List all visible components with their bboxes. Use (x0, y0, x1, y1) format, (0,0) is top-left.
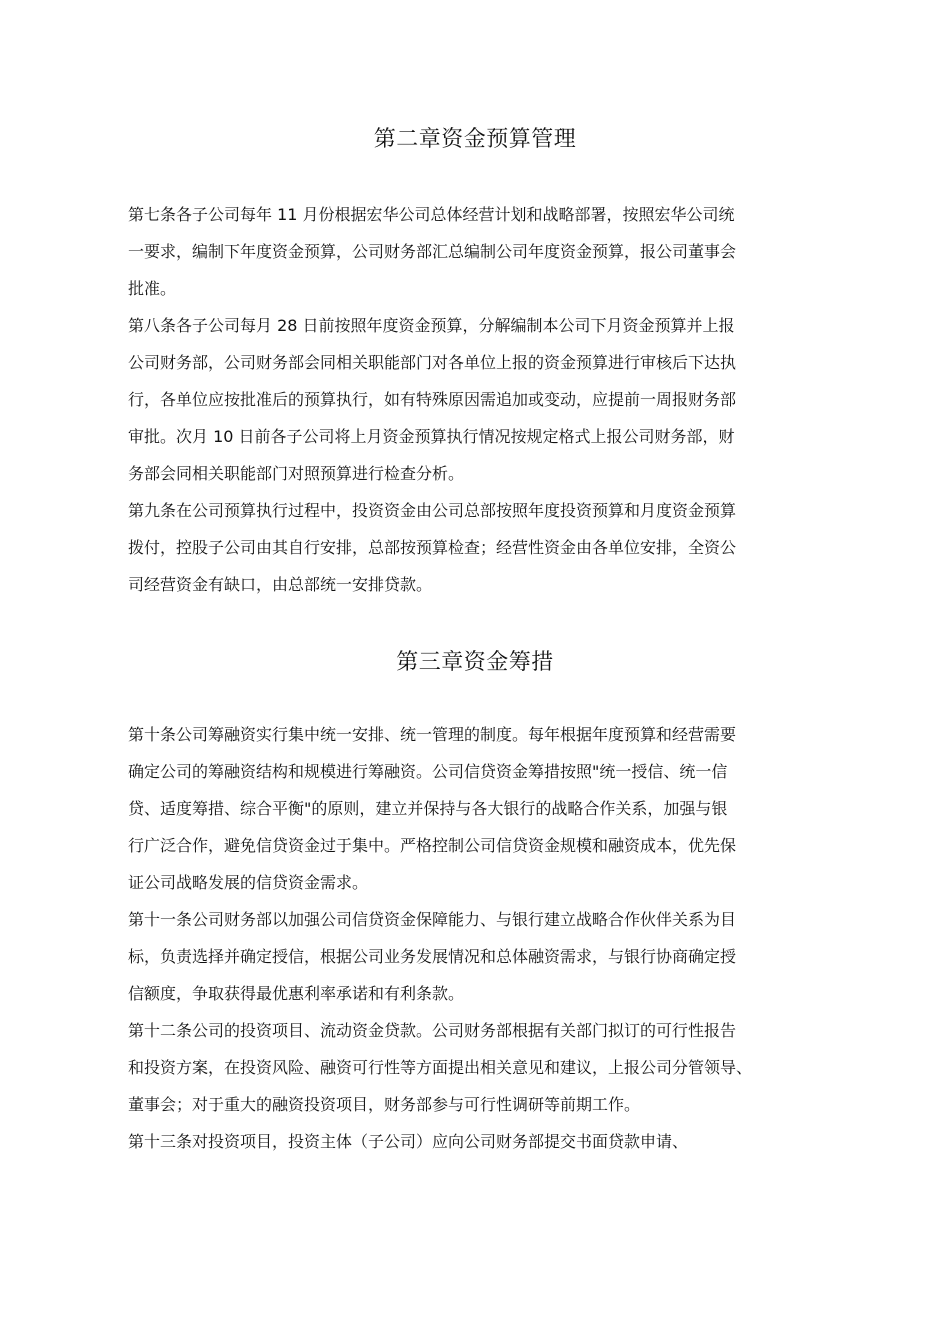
chapter-2-line: 行，各单位应按批准后的预算执行，如有特殊原因需追加或变动，应提前一周报财务部 (128, 390, 737, 409)
chapter-3-line: 董事会；对于重大的融资投资项目，财务部参与可行性调研等前期工作。 (128, 1095, 641, 1114)
chapter-2-line: 公司财务部，公司财务部会同相关职能部门对各单位上报的资金预算进行审核后下达执 (128, 353, 737, 372)
chapter-2-line: 审批。次月 10 日前各子公司将上月资金预算执行情况按规定格式上报公司财务部，财 (128, 427, 735, 446)
chapter-3-title: 第三章资金筹措 (396, 650, 554, 675)
chapter-3-line: 证公司战略发展的信贷资金需求。 (128, 873, 369, 892)
chapter-2-line: 批准。 (128, 279, 177, 298)
chapter-3-line: 贷、适度筹措、综合平衡"的原则，建立并保持与各大银行的战略合作关系，加强与银 (128, 799, 728, 818)
chapter-3-line: 第十一条公司财务部以加强公司信贷资金保障能力、与银行建立战略合作伙伴关系为目 (128, 910, 737, 929)
chapter-2-line: 司经营资金有缺口，由总部统一安排贷款。 (128, 575, 433, 594)
chapter-3-line: 标，负责选择并确定授信，根据公司业务发展情况和总体融资需求，与银行协商确定授 (128, 947, 737, 966)
chapter-2-line: 第九条在公司预算执行过程中，投资资金由公司总部按照年度投资预算和月度资金预算 (128, 501, 737, 520)
chapter-3-line: 信额度，争取获得最优惠利率承诺和有利条款。 (128, 984, 465, 1003)
chapter-3-line: 第十二条公司的投资项目、流动资金贷款。公司财务部根据有关部门拟订的可行性报告 (128, 1021, 737, 1040)
chapter-2-line: 务部会同相关职能部门对照预算进行检查分析。 (128, 464, 465, 483)
chapter-2-line: 第七条各子公司每年 11 月份根据宏华公司总体经营计划和战略部署，按照宏华公司统 (128, 205, 735, 224)
chapter-2-title: 第二章资金预算管理 (373, 127, 577, 152)
chapter-3-line: 和投资方案，在投资风险、融资可行性等方面提出相关意见和建议，上报公司分管领导、 (128, 1058, 753, 1077)
chapter-3-line: 行广泛合作，避免信贷资金过于集中。严格控制公司信贷资金规模和融资成本，优先保 (128, 836, 737, 855)
chapter-3-line: 确定公司的筹融资结构和规模进行筹融资。公司信贷资金筹措按照"统一授信、统一信 (128, 762, 728, 781)
chapter-3-line: 第十三条对投资项目，投资主体（子公司）应向公司财务部提交书面贷款申请、 (128, 1132, 689, 1151)
chapter-2-line: 第八条各子公司每月 28 日前按照年度资金预算，分解编制本公司下月资金预算并上报 (128, 316, 735, 335)
chapter-3-line: 第十条公司筹融资实行集中统一安排、统一管理的制度。每年根据年度预算和经营需要 (128, 725, 737, 744)
chapter-2-line: 拨付，控股子公司由其自行安排，总部按预算检查；经营性资金由各单位安排，全资公 (128, 538, 737, 557)
chapter-2-line: 一要求，编制下年度资金预算，公司财务部汇总编制公司年度资金预算，报公司董事会 (128, 242, 737, 261)
